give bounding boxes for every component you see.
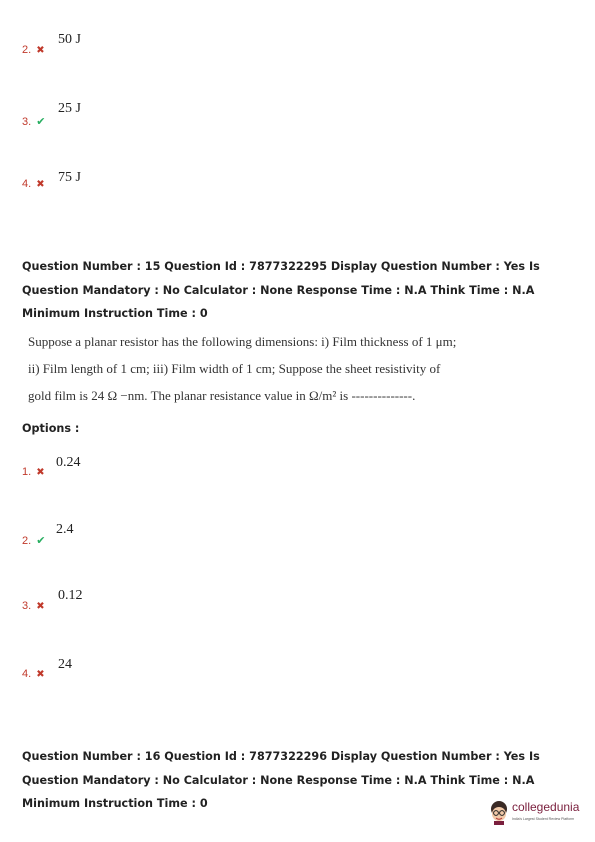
option-number — [22, 668, 45, 680]
option-answer: 2.4 — [56, 522, 74, 537]
check-icon: ✔ — [36, 116, 46, 128]
option-number-label: 4. — [22, 178, 32, 190]
option-answer: 0.24 — [56, 455, 81, 470]
logo-tagline: India's Largest Student Review Platform — [512, 817, 575, 821]
cross-icon: ✖ — [36, 179, 45, 190]
option-answer: 0.12 — [58, 588, 83, 603]
option-number-label: 2. — [22, 535, 32, 547]
option-number — [22, 178, 45, 190]
option-number-label: 1. — [22, 466, 32, 478]
cross-icon: ✖ — [36, 669, 45, 680]
option-number-label: 3. — [22, 600, 32, 612]
cross-icon: ✖ — [36, 45, 45, 56]
options-label: Options : — [22, 422, 80, 435]
option-number — [22, 600, 45, 612]
option-answer: 25 J — [58, 101, 81, 116]
option-number-label: 2. — [22, 44, 32, 56]
question-text-line: ii) Film length of 1 cm; iii) Film width of 1 cm; Suppose the sheet resistivity of — [28, 361, 441, 376]
logo-name: collegedunia — [512, 800, 580, 814]
cross-icon: ✖ — [36, 601, 45, 612]
cross-icon: ✖ — [36, 467, 45, 478]
option-number — [22, 115, 45, 128]
question-header: Question Number : 16 Question Id : 7877322296 Display Question Number : Yes Is Question Mandatory : No Calculator : None Response Time : N.A Think Time : N.A Minimum Instruction Time : 0 — [22, 750, 540, 810]
question-header: Question Number : 15 Question Id : 7877322295 Display Question Number : Yes Is Question Mandatory : No Calculator : None Response Time : N.A Think Time : N.A Minimum Instruction Time : 0 — [22, 260, 540, 320]
question-text — [28, 328, 458, 409]
check-icon: ✔ — [36, 535, 46, 547]
option-number — [22, 534, 45, 547]
option-number — [22, 466, 45, 478]
option-answer: 75 J — [58, 170, 81, 185]
option-answer: 24 — [58, 657, 72, 672]
option-answer: 50 J — [58, 32, 81, 47]
question-text-line: Suppose a planar resistor has the following dimensions: i) Film thickness of 1 μm; — [28, 334, 457, 349]
question-text-line: gold film is 24 Ω −nm. The planar resistance value in Ω/m² is --------------. — [28, 388, 416, 403]
logo-mascot-icon — [488, 800, 510, 826]
collegedunia-logo — [488, 798, 588, 830]
option-number-label: 3. — [22, 116, 32, 128]
option-number-label: 4. — [22, 668, 32, 680]
option-number — [22, 44, 45, 56]
